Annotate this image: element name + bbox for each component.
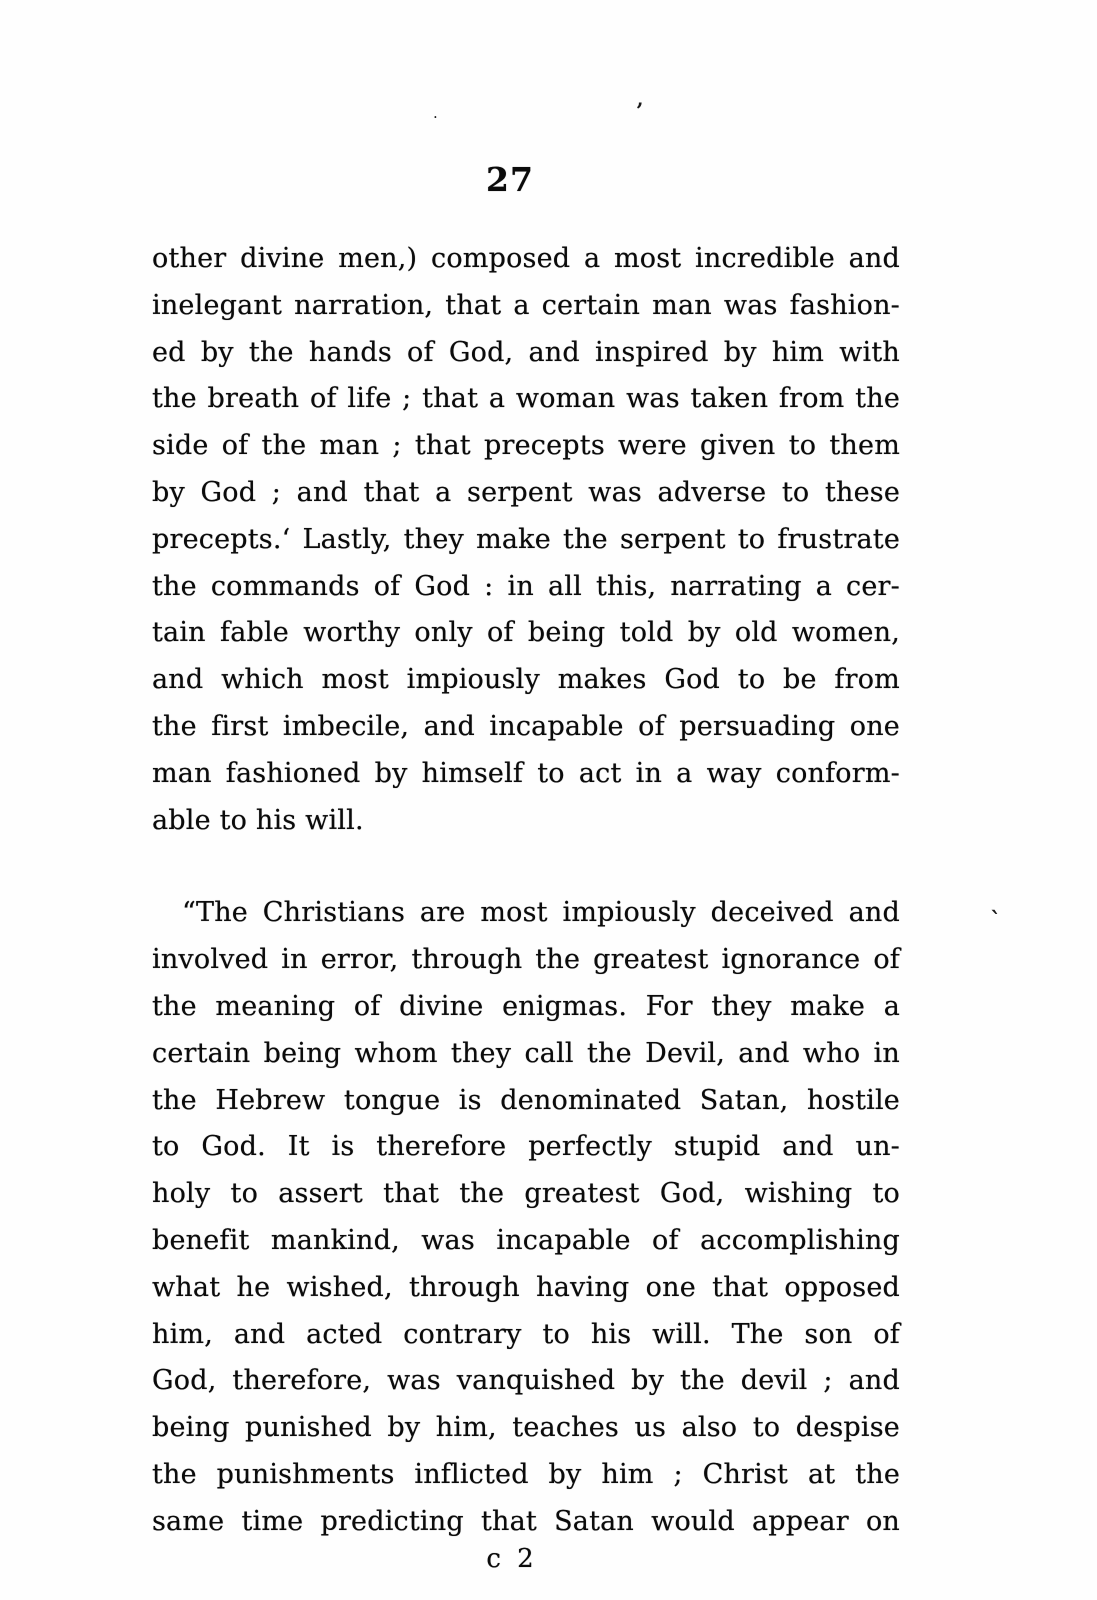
text-line: what he wished, through having one that opposed [152,1271,900,1303]
scan-speck-grave: ` [990,908,1001,934]
text-line: able to his will. [152,804,364,836]
text-line: precepts.ʻ Lastly, they make the serpent to frustrate [152,523,900,555]
text-line: the Hebrew tongue is denominated Satan, hostile [152,1084,900,1116]
text-line: “The Christians are most impiously deceived and [182,897,900,929]
text-line: and which most impiously makes God to be from [152,664,900,696]
text-line: benefit mankind, was incapable of accomplishing [152,1224,900,1256]
scan-speck-apostrophe: ’ [636,98,644,123]
text-line: God, therefore, was vanquished by the devil ; and [152,1365,900,1397]
text-line: involved in error, through the greatest ignorance of [152,944,900,976]
text-line: to God. It is therefore perfectly stupid and un- [152,1131,900,1163]
signature-mark: c 2 [486,1544,534,1574]
text-line: other divine men,) composed a most incredible and [152,243,900,274]
body-text [152,236,900,1546]
text-line: being punished by him, teaches us also to despise [152,1412,900,1444]
text-line: same time predicting that Satan would appear on [152,1505,900,1537]
text-line: inelegant narration, that a certain man was fashion- [152,289,900,321]
text-line: the meaning of divine enigmas. For they make a [152,990,900,1022]
text-line: tain fable worthy only of being told by old women, [152,617,900,649]
text-line: by God ; and that a serpent was adverse to these [152,476,900,508]
text-line: man fashioned by himself to act in a way conform- [152,757,900,789]
text-line: ed by the hands of God, and inspired by him with [152,336,900,368]
scan-speck-dot: . [433,104,438,122]
text-line: the commands of God : in all this, narrating a cer- [152,570,900,602]
text-line: the first imbecile, and incapable of persuading one [152,710,900,742]
text-line: the punishments inflicted by him ; Christ at the [152,1458,900,1490]
text-line: holy to assert that the greatest God, wishing to [152,1178,900,1210]
text-line: the breath of life ; that a woman was taken from the [152,383,900,415]
text-line: certain being whom they call the Devil, and who in [152,1037,900,1069]
paragraph-2 [152,890,900,1545]
paragraph-1 [152,236,900,844]
text-line: him, and acted contrary to his will. The son of [152,1318,900,1350]
text-line: side of the man ; that precepts were given to them [152,430,900,462]
page-number: 27 [486,160,534,199]
